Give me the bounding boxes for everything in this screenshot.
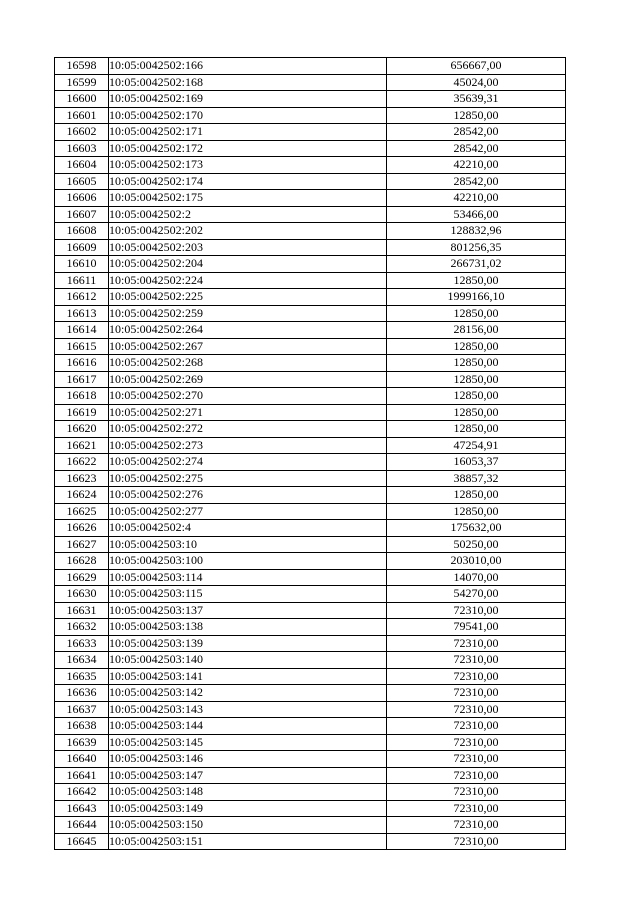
- cadastral-value-cell: 16053,37: [387, 454, 566, 471]
- cadastral-number-cell: 10:05:0042503:139: [109, 635, 387, 652]
- row-number-cell: 16607: [55, 206, 109, 223]
- row-number-cell: 16620: [55, 421, 109, 438]
- table-row: [55, 635, 566, 652]
- table-row: [55, 421, 566, 438]
- cadastral-number-cell: 10:05:0042502:4: [109, 520, 387, 537]
- cadastral-number-cell: 10:05:0042502:169: [109, 91, 387, 108]
- table-row: [55, 520, 566, 537]
- row-number-cell: 16618: [55, 388, 109, 405]
- table-row: [55, 74, 566, 91]
- table-row: [55, 734, 566, 751]
- row-number-cell: 16603: [55, 140, 109, 157]
- cadastral-value-cell: 1999166,10: [387, 289, 566, 306]
- cadastral-value-cell: 12850,00: [387, 421, 566, 438]
- cadastral-number-cell: 10:05:0042503:151: [109, 833, 387, 850]
- cadastral-number-cell: 10:05:0042502:268: [109, 355, 387, 372]
- cadastral-value-cell: 72310,00: [387, 668, 566, 685]
- cadastral-value-cell: 28542,00: [387, 140, 566, 157]
- table-row: [55, 701, 566, 718]
- table-row: [55, 718, 566, 735]
- row-number-cell: 16600: [55, 91, 109, 108]
- table-row: [55, 58, 566, 75]
- table-row: [55, 107, 566, 124]
- table-row: [55, 289, 566, 306]
- table-row: [55, 272, 566, 289]
- row-number-cell: 16635: [55, 668, 109, 685]
- cadastral-number-cell: 10:05:0042502:171: [109, 124, 387, 141]
- cadastral-number-cell: 10:05:0042502:259: [109, 305, 387, 322]
- row-number-cell: 16615: [55, 338, 109, 355]
- table-row: [55, 223, 566, 240]
- document-page: [54, 57, 566, 850]
- row-number-cell: 16626: [55, 520, 109, 537]
- row-number-cell: 16604: [55, 157, 109, 174]
- cadastral-number-cell: 10:05:0042502:264: [109, 322, 387, 339]
- row-number-cell: 16609: [55, 239, 109, 256]
- cadastral-value-cell: 50250,00: [387, 536, 566, 553]
- cadastral-value-cell: 38857,32: [387, 470, 566, 487]
- row-number-cell: 16640: [55, 751, 109, 768]
- cadastral-value-cell: 12850,00: [387, 272, 566, 289]
- cadastral-value-cell: 12850,00: [387, 404, 566, 421]
- cadastral-number-cell: 10:05:0042502:173: [109, 157, 387, 174]
- row-number-cell: 16610: [55, 256, 109, 273]
- table-row: [55, 470, 566, 487]
- cadastral-value-cell: 28542,00: [387, 124, 566, 141]
- table-row: [55, 668, 566, 685]
- cadastral-number-cell: 10:05:0042502:273: [109, 437, 387, 454]
- table-row: [55, 817, 566, 834]
- cadastral-value-cell: 72310,00: [387, 817, 566, 834]
- cadastral-number-cell: 10:05:0042502:203: [109, 239, 387, 256]
- cadastral-number-cell: 10:05:0042503:145: [109, 734, 387, 751]
- row-number-cell: 16631: [55, 602, 109, 619]
- row-number-cell: 16612: [55, 289, 109, 306]
- table-row: [55, 454, 566, 471]
- table-row: [55, 256, 566, 273]
- cadastral-number-cell: 10:05:0042502:224: [109, 272, 387, 289]
- cadastral-number-cell: 10:05:0042502:274: [109, 454, 387, 471]
- row-number-cell: 16619: [55, 404, 109, 421]
- cadastral-value-cell: 72310,00: [387, 784, 566, 801]
- cadastral-value-cell: 72310,00: [387, 833, 566, 850]
- row-number-cell: 16621: [55, 437, 109, 454]
- cadastral-number-cell: 10:05:0042502:270: [109, 388, 387, 405]
- cadastral-value-cell: 28156,00: [387, 322, 566, 339]
- table-row: [55, 239, 566, 256]
- cadastral-value-cell: 72310,00: [387, 701, 566, 718]
- cadastral-number-cell: 10:05:0042502:174: [109, 173, 387, 190]
- cadastral-value-cell: 42210,00: [387, 157, 566, 174]
- row-number-cell: 16633: [55, 635, 109, 652]
- cadastral-value-cell: 12850,00: [387, 487, 566, 504]
- cadastral-number-cell: 10:05:0042502:272: [109, 421, 387, 438]
- row-number-cell: 16616: [55, 355, 109, 372]
- cadastral-number-cell: 10:05:0042502:168: [109, 74, 387, 91]
- cadastral-value-cell: 12850,00: [387, 503, 566, 520]
- cadastral-number-cell: 10:05:0042502:2: [109, 206, 387, 223]
- cadastral-number-cell: 10:05:0042503:146: [109, 751, 387, 768]
- row-number-cell: 16637: [55, 701, 109, 718]
- cadastral-number-cell: 10:05:0042502:275: [109, 470, 387, 487]
- row-number-cell: 16606: [55, 190, 109, 207]
- table-body: [55, 58, 566, 850]
- cadastral-number-cell: 10:05:0042503:138: [109, 619, 387, 636]
- table-row: [55, 553, 566, 570]
- cadastral-value-cell: 656667,00: [387, 58, 566, 75]
- cadastral-value-cell: 14070,00: [387, 569, 566, 586]
- table-row: [55, 503, 566, 520]
- row-number-cell: 16617: [55, 371, 109, 388]
- cadastral-number-cell: 10:05:0042502:267: [109, 338, 387, 355]
- row-number-cell: 16630: [55, 586, 109, 603]
- table-row: [55, 437, 566, 454]
- cadastral-value-cell: 12850,00: [387, 355, 566, 372]
- cadastral-number-cell: 10:05:0042502:202: [109, 223, 387, 240]
- cadastral-value-cell: 72310,00: [387, 751, 566, 768]
- cadastral-number-cell: 10:05:0042503:137: [109, 602, 387, 619]
- row-number-cell: 16622: [55, 454, 109, 471]
- table-row: [55, 206, 566, 223]
- row-number-cell: 16632: [55, 619, 109, 636]
- cadastral-number-cell: 10:05:0042502:204: [109, 256, 387, 273]
- row-number-cell: 16608: [55, 223, 109, 240]
- table-row: [55, 190, 566, 207]
- cadastral-value-cell: 128832,96: [387, 223, 566, 240]
- row-number-cell: 16623: [55, 470, 109, 487]
- row-number-cell: 16627: [55, 536, 109, 553]
- row-number-cell: 16629: [55, 569, 109, 586]
- table-row: [55, 800, 566, 817]
- row-number-cell: 16643: [55, 800, 109, 817]
- cadastral-number-cell: 10:05:0042502:175: [109, 190, 387, 207]
- cadastral-number-cell: 10:05:0042502:166: [109, 58, 387, 75]
- cadastral-value-cell: 54270,00: [387, 586, 566, 603]
- cadastral-value-cell: 35639,31: [387, 91, 566, 108]
- row-number-cell: 16638: [55, 718, 109, 735]
- table-row: [55, 602, 566, 619]
- cadastral-number-cell: 10:05:0042503:114: [109, 569, 387, 586]
- cadastral-number-cell: 10:05:0042503:10: [109, 536, 387, 553]
- table-row: [55, 685, 566, 702]
- table-row: [55, 157, 566, 174]
- table-row: [55, 173, 566, 190]
- table-row: [55, 751, 566, 768]
- table-row: [55, 586, 566, 603]
- row-number-cell: 16624: [55, 487, 109, 504]
- table-row: [55, 124, 566, 141]
- row-number-cell: 16642: [55, 784, 109, 801]
- row-number-cell: 16634: [55, 652, 109, 669]
- cadastral-value-table: [54, 57, 566, 850]
- cadastral-number-cell: 10:05:0042503:142: [109, 685, 387, 702]
- row-number-cell: 16601: [55, 107, 109, 124]
- cadastral-number-cell: 10:05:0042503:141: [109, 668, 387, 685]
- cadastral-number-cell: 10:05:0042503:100: [109, 553, 387, 570]
- cadastral-number-cell: 10:05:0042503:115: [109, 586, 387, 603]
- row-number-cell: 16628: [55, 553, 109, 570]
- row-number-cell: 16636: [55, 685, 109, 702]
- cadastral-number-cell: 10:05:0042503:144: [109, 718, 387, 735]
- cadastral-value-cell: 203010,00: [387, 553, 566, 570]
- row-number-cell: 16598: [55, 58, 109, 75]
- cadastral-value-cell: 12850,00: [387, 107, 566, 124]
- cadastral-value-cell: 72310,00: [387, 800, 566, 817]
- table-row: [55, 404, 566, 421]
- cadastral-value-cell: 12850,00: [387, 305, 566, 322]
- cadastral-value-cell: 79541,00: [387, 619, 566, 636]
- cadastral-value-cell: 175632,00: [387, 520, 566, 537]
- cadastral-number-cell: 10:05:0042502:271: [109, 404, 387, 421]
- cadastral-value-cell: 266731,02: [387, 256, 566, 273]
- table-row: [55, 536, 566, 553]
- row-number-cell: 16613: [55, 305, 109, 322]
- cadastral-number-cell: 10:05:0042503:140: [109, 652, 387, 669]
- cadastral-number-cell: 10:05:0042502:277: [109, 503, 387, 520]
- table-row: [55, 767, 566, 784]
- table-row: [55, 388, 566, 405]
- row-number-cell: 16614: [55, 322, 109, 339]
- cadastral-value-cell: 72310,00: [387, 767, 566, 784]
- row-number-cell: 16639: [55, 734, 109, 751]
- row-number-cell: 16599: [55, 74, 109, 91]
- table-row: [55, 784, 566, 801]
- cadastral-number-cell: 10:05:0042503:149: [109, 800, 387, 817]
- row-number-cell: 16605: [55, 173, 109, 190]
- table-row: [55, 833, 566, 850]
- row-number-cell: 16641: [55, 767, 109, 784]
- table-row: [55, 140, 566, 157]
- cadastral-number-cell: 10:05:0042503:147: [109, 767, 387, 784]
- cadastral-value-cell: 42210,00: [387, 190, 566, 207]
- table-row: [55, 355, 566, 372]
- cadastral-value-cell: 12850,00: [387, 388, 566, 405]
- cadastral-number-cell: 10:05:0042503:143: [109, 701, 387, 718]
- row-number-cell: 16625: [55, 503, 109, 520]
- table-row: [55, 91, 566, 108]
- table-row: [55, 619, 566, 636]
- cadastral-value-cell: 72310,00: [387, 718, 566, 735]
- row-number-cell: 16644: [55, 817, 109, 834]
- cadastral-value-cell: 72310,00: [387, 652, 566, 669]
- cadastral-number-cell: 10:05:0042503:150: [109, 817, 387, 834]
- table-row: [55, 652, 566, 669]
- cadastral-value-cell: 12850,00: [387, 338, 566, 355]
- cadastral-value-cell: 45024,00: [387, 74, 566, 91]
- cadastral-value-cell: 47254,91: [387, 437, 566, 454]
- table-row: [55, 322, 566, 339]
- cadastral-value-cell: 72310,00: [387, 602, 566, 619]
- cadastral-number-cell: 10:05:0042502:225: [109, 289, 387, 306]
- table-row: [55, 569, 566, 586]
- cadastral-number-cell: 10:05:0042502:170: [109, 107, 387, 124]
- cadastral-value-cell: 72310,00: [387, 734, 566, 751]
- cadastral-value-cell: 801256,35: [387, 239, 566, 256]
- cadastral-value-cell: 28542,00: [387, 173, 566, 190]
- cadastral-number-cell: 10:05:0042502:276: [109, 487, 387, 504]
- table-row: [55, 371, 566, 388]
- cadastral-number-cell: 10:05:0042502:269: [109, 371, 387, 388]
- table-row: [55, 487, 566, 504]
- cadastral-value-cell: 72310,00: [387, 635, 566, 652]
- row-number-cell: 16611: [55, 272, 109, 289]
- table-row: [55, 338, 566, 355]
- cadastral-value-cell: 72310,00: [387, 685, 566, 702]
- row-number-cell: 16602: [55, 124, 109, 141]
- row-number-cell: 16645: [55, 833, 109, 850]
- cadastral-number-cell: 10:05:0042503:148: [109, 784, 387, 801]
- table-row: [55, 305, 566, 322]
- cadastral-number-cell: 10:05:0042502:172: [109, 140, 387, 157]
- cadastral-value-cell: 12850,00: [387, 371, 566, 388]
- cadastral-value-cell: 53466,00: [387, 206, 566, 223]
